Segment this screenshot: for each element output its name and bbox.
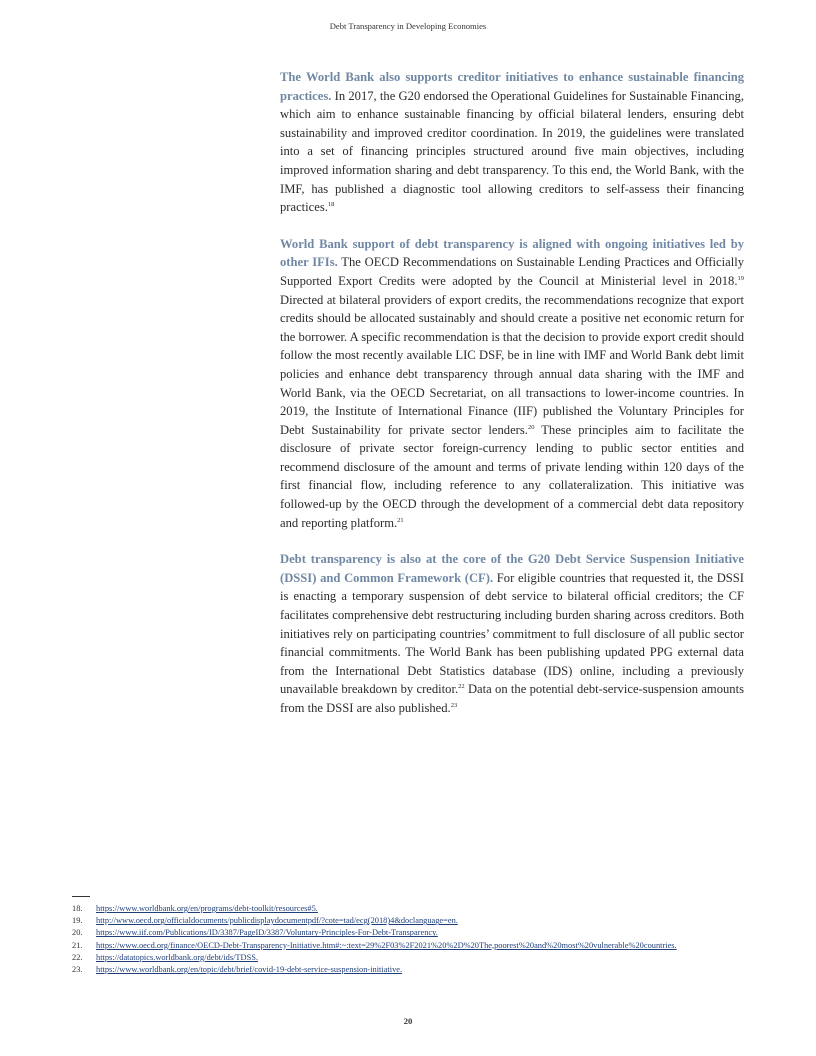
footnote-item <box>72 915 744 927</box>
footnote-ref[interactable]: 21 <box>397 516 404 524</box>
footnote-link[interactable]: https://www.iif.com/Publications/ID/3387/PageID/3387/Voluntary-Principles-For-Debt-Transparency. <box>96 928 438 938</box>
paragraph-text: The OECD Recommendations on Sustainable Lending Practices and Officially Supported Export Credits were adopted by the Council at Ministerial level in 2018. <box>280 255 745 288</box>
footnote-link[interactable]: https://www.worldbank.org/en/topic/debt/brief/covid-19-debt-service-suspension-initiative. <box>96 965 403 975</box>
running-header: Debt Transparency in Developing Economies <box>329 21 487 31</box>
footnote-ref[interactable]: 18 <box>327 201 335 209</box>
footnote-link[interactable]: http://www.oecd.org/officialdocuments/publicdisplaydocumentpdf/?cote=tad/ecg(2018)4&doclanguage=en. <box>96 916 458 926</box>
footnote-link[interactable]: https://www.oecd.org/finance/OECD-Debt-Transparency-Initiative.htm#:~:text=29%2F03%2F2021%20%2D%20The,poorest%20and%20most%20vulnerable%20countries. <box>96 940 677 950</box>
footnote-ref[interactable]: 22 <box>458 683 465 691</box>
paragraph-text: Data on the potential debt-service-suspension amounts from the DSSI are also published. <box>280 682 744 715</box>
footnote-ref[interactable]: 19 <box>737 274 744 282</box>
footnote-divider <box>72 896 90 897</box>
paragraph-ifi-initiatives <box>280 235 744 533</box>
footnote-number: 23. <box>72 965 83 975</box>
paragraph-dssi <box>280 550 744 717</box>
footnote-ref[interactable]: 20 <box>527 423 535 431</box>
paragraph-text: For eligible countries that requested it, the DSSI is enacting a temporary suspension of debt service to bilateral official creditors; the CF facilitates comprehensive debt restructuring including burden sharing across creditors. Both initiatives rely on participating countries’ commitment to full disclosure of all public sector financial commitments. The World Bank has been publishing updated PPG external data from the International Debt Statistics database (IDS) online, including a previously unavailable breakdown by creditor. <box>280 570 744 697</box>
footnote-number: 22. <box>72 952 83 962</box>
page-number: 20 <box>403 1016 413 1026</box>
paragraph-creditor-initiatives <box>280 68 744 217</box>
footnote-item <box>72 952 744 964</box>
footnote-number: 21. <box>72 940 83 950</box>
footnote-item <box>72 940 744 952</box>
footnote-link[interactable]: https://datatopics.worldbank.org/debt/ids/TDSS. <box>96 952 258 962</box>
footnotes <box>72 903 744 976</box>
footnote-item <box>72 903 744 915</box>
footnote-number: 18. <box>72 904 83 913</box>
paragraph-lead: World Bank support of debt transparency is aligned with ongoing initiatives led by other IFIs. <box>280 236 744 270</box>
footnote-item <box>72 964 744 976</box>
paragraph-text: Directed at bilateral providers of export credits, the recommendations recognize that export credits should be allocated sustainably and should create a positive net economic return for the borrower. A specific recommendation is that the decision to provide export credit should follow the most recently available LIC DSF, be in line with IMF and World Bank debt limit policies and enhance debt transparency through annual data sharing with the IMF and World Bank, via the OECD Secretariat, on all transactions to lower-income countries. In 2019, the Institute of International Finance (IIF) published the Voluntary Principles for Debt Sustainability for private sector lenders. <box>280 292 744 437</box>
paragraph-lead: Debt transparency is also at the core of the G20 Debt Service Suspension Initiative (DSSI) and Common Framework (CF). <box>280 552 744 585</box>
paragraph-text: These principles aim to facilitate the disclosure of private sector foreign-currency lending to public sector entities and recommend disclosure of the amount and terms of private lending within 120 days of the first financial flow, including reference to any collateralization. This initiative was followed-up by the OECD through the development of a commercial debt data repository and reporting platform. <box>280 422 744 530</box>
footnote-item <box>72 927 744 939</box>
footnote-number: 20. <box>72 928 83 938</box>
paragraph-lead: The World Bank also supports creditor initiatives to enhance sustainable financing practices. <box>280 70 744 103</box>
paragraph-text: In 2017, the G20 endorsed the Operational Guidelines for Sustainable Financing, which aim to enhance sustainable financing by official bilateral lenders, ensuring debt sustainability and improved creditor coordination. In 2019, the guidelines were translated into a set of financing principles structured around five main objectives, including improved information sharing and debt transparency. To this end, the World Bank, with the IMF, has published a diagnostic tool allowing creditors to self-assess their financing practices. <box>280 88 744 215</box>
footnote-link[interactable]: https://www.worldbank.org/en/programs/debt-toolkit/resources#5. <box>96 904 318 913</box>
footnote-ref[interactable]: 23 <box>450 702 458 709</box>
body-column <box>280 68 744 736</box>
footnote-number: 19. <box>72 916 83 926</box>
